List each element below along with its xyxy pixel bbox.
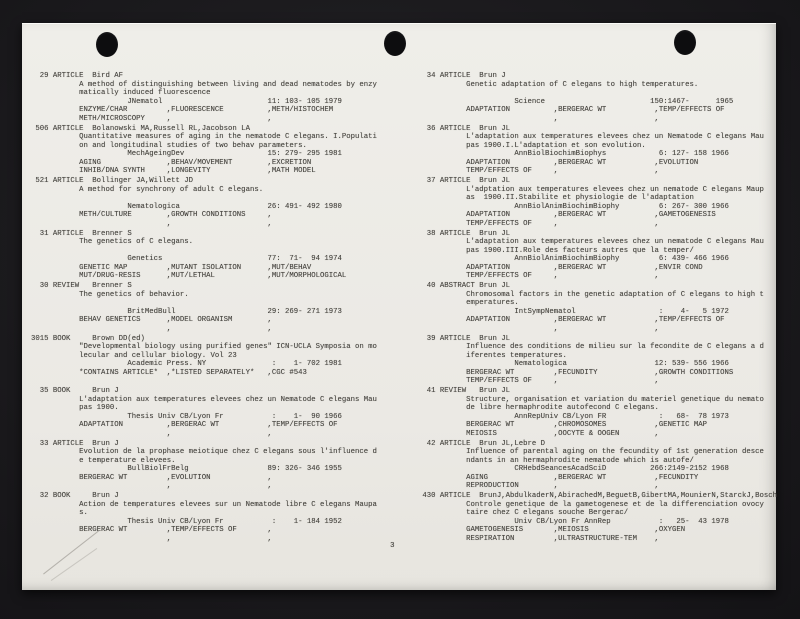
bib-line: 29 ARTICLE Bird AF xyxy=(31,72,123,80)
hole-punch-center xyxy=(384,31,406,56)
bib-entry xyxy=(418,440,777,491)
bib-line: TEMP/EFFECTS OF , , xyxy=(418,377,659,385)
bib-line: JNematol 11: 103- 105 1979 xyxy=(31,97,342,106)
bib-line: ADAPTATION ,BERGERAC WT ,EVOLUTION xyxy=(418,158,699,167)
bib-entry xyxy=(31,335,377,386)
bib-line: TEMP/EFFECTS OF , , xyxy=(418,272,659,280)
bib-line: matically induced fluorescence xyxy=(31,89,211,97)
bib-line: L'adptation aux temperatures elevees chez un nematode C elegans Maup xyxy=(418,185,764,194)
bib-line: Thesis Univ CB/Lyon Fr : 1- 184 1952 xyxy=(31,517,342,526)
bib-line: The genetics of C elegans. xyxy=(31,238,194,246)
bib-line: REPRODUCTION , , xyxy=(418,482,659,490)
bib-entry xyxy=(418,492,777,543)
bib-line: Genetic adaptation of C elegans to high temperatures. xyxy=(418,80,699,89)
bib-line: Chromosomal factors in the genetic adaptation of C elegans to high t xyxy=(418,290,764,299)
bib-line: 32 BOOK Brun J xyxy=(31,492,119,500)
bib-line: TEMP/EFFECTS OF , , xyxy=(418,219,659,228)
bib-entry xyxy=(418,387,777,438)
bib-line: 521 ARTICLE Bollinger JA,Willett JD xyxy=(31,177,194,185)
bib-line: Controle genetique de la gametogenese et de la differenciation ovocy xyxy=(418,500,764,509)
bib-line: 42 ARTICLE Brun JL,Lebre D xyxy=(418,439,545,448)
bib-line: ADAPTATION ,BERGERAC WT ,TEMP/EFFECTS OF xyxy=(418,316,725,324)
bib-line: 506 ARTICLE Bolanowski MA,Russell RL,Jacobson LA xyxy=(31,124,250,133)
bib-line: Univ CB/Lyon Fr AnnRep : 25- 43 1978 xyxy=(418,517,729,526)
bib-line: , , xyxy=(418,324,659,333)
bib-line: Nematologica 26: 491- 492 1980 xyxy=(31,202,342,211)
bib-line: AnnBiolBiochimBiophys 6: 127- 158 1966 xyxy=(418,150,729,158)
bib-line: Quantitative measures of aging in the nematode C elegans. I.Populati xyxy=(31,133,377,141)
bib-line: 3015 BOOK Brown DD(ed) xyxy=(31,334,145,343)
bib-line: 36 ARTICLE Brun JL xyxy=(418,124,510,133)
bib-line: pas 1900. xyxy=(31,404,119,412)
bib-line: 41 REVIEW Brun JL xyxy=(418,387,510,395)
hole-punch-right xyxy=(674,30,696,55)
bib-line: emperatures. xyxy=(418,299,519,307)
bib-entry xyxy=(31,230,377,281)
bib-entry xyxy=(418,125,777,176)
bib-line: GENETIC MAP ,MUTANT ISOLATION ,MUT/BEHAV xyxy=(31,263,312,272)
bib-entry xyxy=(31,125,377,176)
bib-line: AGING ,BERGERAC WT ,FECUNDITY xyxy=(418,473,699,482)
bib-line: Thesis Univ CB/Lyon Fr : 1- 90 1966 xyxy=(31,412,342,421)
right-column xyxy=(418,72,777,545)
bib-line: A method for synchrony of adult C elegans. xyxy=(31,185,264,194)
bib-entry xyxy=(31,387,377,438)
bib-line: MechAgeingDev 15: 279- 295 1981 xyxy=(31,150,342,158)
bib-line: pas 1900.III.Role des facteurs autres que la temper/ xyxy=(418,246,694,255)
bib-line: pas 1900.I.L'adaptation et son evolution. xyxy=(418,141,646,150)
bib-line: 33 ARTICLE Brun J xyxy=(31,439,119,448)
bib-line xyxy=(31,194,377,203)
bib-line: L'adaptation aux temperatures elevees chez un nematode C elegans Mau xyxy=(418,238,764,246)
bib-line: lecular and cellular biology. Vol 23 xyxy=(31,351,237,360)
bib-line: 31 ARTICLE Brenner S xyxy=(31,229,132,238)
bib-line: IntSympNematol : 4- 5 1972 xyxy=(418,307,729,316)
bib-line: AnnBiolAnimBiochimBiophy 6: 439- 466 1966 xyxy=(418,255,729,263)
bib-line: L'adaptation aux temperatures elevees chez un Nematode C elegans Mau xyxy=(418,133,764,141)
bib-line: ADAPTATION ,BERGERAC WT ,ENVIR COND xyxy=(418,263,703,272)
page-number: 3 xyxy=(390,542,395,550)
bib-line: , , xyxy=(31,482,272,490)
bib-line: Academic Press. NY : 1- 702 1981 xyxy=(31,360,342,368)
page-corner-crease xyxy=(51,548,97,581)
bib-line: , , xyxy=(31,219,272,228)
bib-line: CRHebdSeancesAcadSciD 266:2149-2152 1968 xyxy=(418,465,729,473)
bib-line: BERGERAC WT ,CHROMOSOMES ,GENETIC MAP xyxy=(418,421,708,429)
bib-line: ADAPTATION ,BERGERAC WT ,GAMETOGENESIS xyxy=(418,211,716,219)
bib-line: Structure, organisation et variation du materiel genetique du nemato xyxy=(418,395,764,404)
bib-entry xyxy=(31,72,377,123)
bib-line: L'adaptation aux temperatures elevees chez un Nematode C elegans Mau xyxy=(31,395,377,404)
bib-line: iferentes temperatures. xyxy=(418,351,567,360)
bib-line: BritMedBull 29: 269- 271 1973 xyxy=(31,307,342,316)
hole-punch-left xyxy=(96,32,118,57)
bib-line: , , xyxy=(31,534,272,543)
bib-entry xyxy=(418,230,777,281)
bib-line: Science 150:1467- 1965 xyxy=(418,97,734,106)
bib-line: ENZYME/CHAR ,FLUORESCENCE ,METH/HISTOCHEM xyxy=(31,106,334,114)
bib-line: METH/CULTURE ,GROWTH CONDITIONS , xyxy=(31,211,272,219)
bib-line: Influence des conditions de milieu sur la fecondite de C elegans a d xyxy=(418,343,764,351)
bib-line: BERGERAC WT ,FECUNDITY ,GROWTH CONDITIONS xyxy=(418,368,734,377)
bib-line: ndants in an hermaphrodite nematode which is autofe/ xyxy=(418,456,694,465)
bib-line: MEIOSIS ,OOCYTE & OOGEN , xyxy=(418,429,659,438)
bib-line: , , xyxy=(31,324,272,333)
bib-line: , , xyxy=(418,114,659,123)
bib-line: GAMETOGENESIS ,MEIOSIS ,OXYGEN xyxy=(418,526,686,534)
bib-entry xyxy=(31,177,377,228)
bib-line: s. xyxy=(31,509,88,517)
bib-line xyxy=(31,377,377,386)
bib-entry xyxy=(418,335,777,386)
bib-line: 34 ARTICLE Brun J xyxy=(418,72,506,80)
bib-line: 35 BOOK Brun J xyxy=(31,387,119,395)
bib-line: AGING ,BEHAV/MOVEMENT ,EXCRETION xyxy=(31,158,312,167)
bib-line: AnnBiolAnimBiochimBiophy 6: 267- 300 1966 xyxy=(418,202,729,211)
bib-line: Genetics 77: 71- 94 1974 xyxy=(31,255,342,263)
bib-line: Nematologica 12: 539- 556 1966 xyxy=(418,360,729,368)
bibliography-page xyxy=(22,23,776,590)
bib-line: , , xyxy=(31,429,272,438)
bib-line xyxy=(418,89,777,98)
bib-line: MUT/DRUG-RESIS ,MUT/LETHAL ,MUT/MORPHOLOGICAL xyxy=(31,272,347,280)
bib-line: "Developmental biology using purified genes" ICN-UCLA Symposia on mo xyxy=(31,343,377,351)
bib-line: INHIB/DNA SYNTH ,LONGEVITY ,MATH MODEL xyxy=(31,167,316,175)
bib-entry xyxy=(31,492,377,543)
bib-line: BullBiolFrBelg 89: 326- 346 1955 xyxy=(31,465,342,473)
bib-entry xyxy=(31,282,377,333)
bib-line: e temperature elevees. xyxy=(31,456,176,465)
bib-line: 40 ABSTRACT Brun JL xyxy=(418,282,510,290)
bib-entry xyxy=(31,440,377,491)
bib-line: 37 ARTICLE Brun JL xyxy=(418,177,510,185)
bib-line xyxy=(31,299,377,308)
bib-line xyxy=(31,247,377,256)
bib-line: *CONTAINS ARTICLE* ,*LISTED SEPARATELY* ,CGC #543 xyxy=(31,368,307,377)
bib-line: Influence of parental aging on the fecundity of 1st generation desce xyxy=(418,448,764,456)
bib-line: BERGERAC WT ,EVOLUTION , xyxy=(31,473,272,482)
bib-line: 30 REVIEW Brenner S xyxy=(31,282,132,290)
bib-line: de libre hermaphrodite autofecond C elegans. xyxy=(418,404,659,412)
bib-entry xyxy=(418,282,777,333)
bib-line: on and longitudinal studies of two behav parameters. xyxy=(31,141,307,150)
bib-line: ADAPTATION ,BERGERAC WT ,TEMP/EFFECTS OF xyxy=(418,106,725,114)
bib-line: METH/MICROSCOPY , , xyxy=(31,114,272,123)
bib-line: BEHAV GENETICS ,MODEL ORGANISM , xyxy=(31,316,272,324)
bib-line: AnnRepUniv CB/Lyon FR : 68- 78 1973 xyxy=(418,412,729,421)
bib-line: The genetics of behavior. xyxy=(31,290,189,299)
bib-entry xyxy=(418,177,777,228)
left-column xyxy=(31,72,377,545)
bib-line: RESPIRATION ,ULTRASTRUCTURE-TEM , xyxy=(418,534,659,543)
bib-line: 39 ARTICLE Brun JL xyxy=(418,334,510,343)
bib-entry xyxy=(418,72,777,123)
bib-line: ADAPTATION ,BERGERAC WT ,TEMP/EFFECTS OF xyxy=(31,421,338,429)
bib-line: BERGERAC WT ,TEMP/EFFECTS OF , xyxy=(31,526,272,534)
bib-line: Action de temperatures elevees sur un Nematode libre C elegans Maupa xyxy=(31,500,377,509)
bib-line: 430 ARTICLE BrunJ,AbdulkaderN,AbirachedM,BeguetB,GibertMA,MounierN,StarckJ,Bosch xyxy=(418,492,778,500)
bib-line: taire chez C elegans souche Bergerac/ xyxy=(418,509,629,517)
bib-line: A method of distinguishing between living and dead nematodes by enzy xyxy=(31,80,377,89)
bib-line: Evolution de la prophase meiotique chez C elegans sous l'influence d xyxy=(31,448,377,456)
bib-line: as 1900.II.Stabilite et physiologie de l'adaptation xyxy=(418,194,694,202)
bib-line: TEMP/EFFECTS OF , , xyxy=(418,167,659,175)
bib-line: 38 ARTICLE Brun JL xyxy=(418,229,510,238)
